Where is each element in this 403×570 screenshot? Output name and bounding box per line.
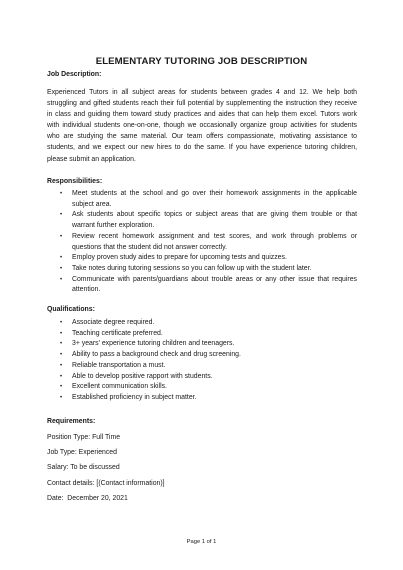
list-item: • Take notes during tutoring sessions so you can follow up with the student later. (47, 264, 357, 275)
bullet-icon: • (60, 191, 63, 197)
bullet-icon: • (60, 320, 63, 326)
list-item: • Communicate with parents/guardians about trouble areas or any other issue that requires attention. (60, 275, 357, 294)
bullet-icon: • (60, 233, 63, 240)
salary: Salary: To be discussed (47, 464, 120, 471)
list-item: • Excellent communication skills. (47, 382, 357, 393)
responsibilities-list (47, 189, 357, 296)
list-item: • Ability to pass a background check and drug screening. (47, 350, 357, 361)
list-item: • 3+ years' experience tutoring children and teenagers. (47, 339, 357, 350)
bullet-icon: • (60, 341, 63, 348)
position-type: Position Type: Full Time (47, 434, 121, 441)
responsibilities-heading: Responsibilities: (47, 178, 103, 185)
list-item: • Ask students about specific topics or subject areas that are giving them trouble or that warrant further exploration. (60, 211, 357, 230)
job-description-heading: Job Description: (47, 71, 102, 78)
bullet-icon: • (60, 255, 63, 262)
bullet-icon: • (60, 212, 63, 219)
date: Date: December 20, 2021 (47, 495, 128, 502)
bullet-icon: • (60, 330, 63, 337)
list-item: • Employ proven study aides to prepare for upcoming tests and quizzes. (47, 253, 357, 264)
list-item: • Able to develop positive rapport with students. (47, 372, 357, 383)
list-item: • Established proficiency in subject matter. (47, 393, 357, 404)
bullet-icon: • (60, 394, 63, 401)
list-item: • Meet students at the school and go over their homework assignments in the applicable subject area. (60, 190, 357, 208)
list-item: • Reliable transportation a must. (47, 361, 357, 372)
bullet-icon: • (60, 362, 63, 369)
qualifications-list (47, 318, 357, 404)
bullet-icon: • (60, 352, 63, 359)
document-title: ELEMENTARY TUTORING JOB DESCRIPTION (95, 56, 308, 67)
requirements-heading: Requirements: (47, 418, 96, 425)
list-item: • Review recent homework assignment and test scores, and work through problems or questions that the student did not answer correctly. (60, 232, 357, 251)
qualifications-heading: Qualifications: (47, 306, 95, 313)
job-type: Job Type: Experienced (47, 449, 117, 456)
bullet-icon: • (60, 384, 63, 391)
bullet-icon: • (60, 373, 63, 380)
contact-details: Contact details: [(Contact information)] (47, 480, 165, 487)
bullet-icon: • (60, 276, 63, 283)
list-item: • Teaching certificate preferred. (47, 329, 357, 340)
page-footer: Page 1 of 1 (186, 539, 217, 545)
job-description-text: Experienced Tutors in all subject areas for students between grades 4 and 12. We help both struggling and gifted students reach their full potential by supplementing the instruction they receive in class and guiding them toward study practices and aides that can help them excel. Tutors work with individual students one-on-one, though we occasionally organize group activities for students who are studying the same material. Our team offers compassionate, motivating assistance to students, and we expect our new hires to do the same. If you have experience tutoring children, please submit an application. (47, 89, 357, 163)
list-item: • Associate degree required. (47, 318, 357, 329)
bullet-icon: • (60, 265, 63, 272)
